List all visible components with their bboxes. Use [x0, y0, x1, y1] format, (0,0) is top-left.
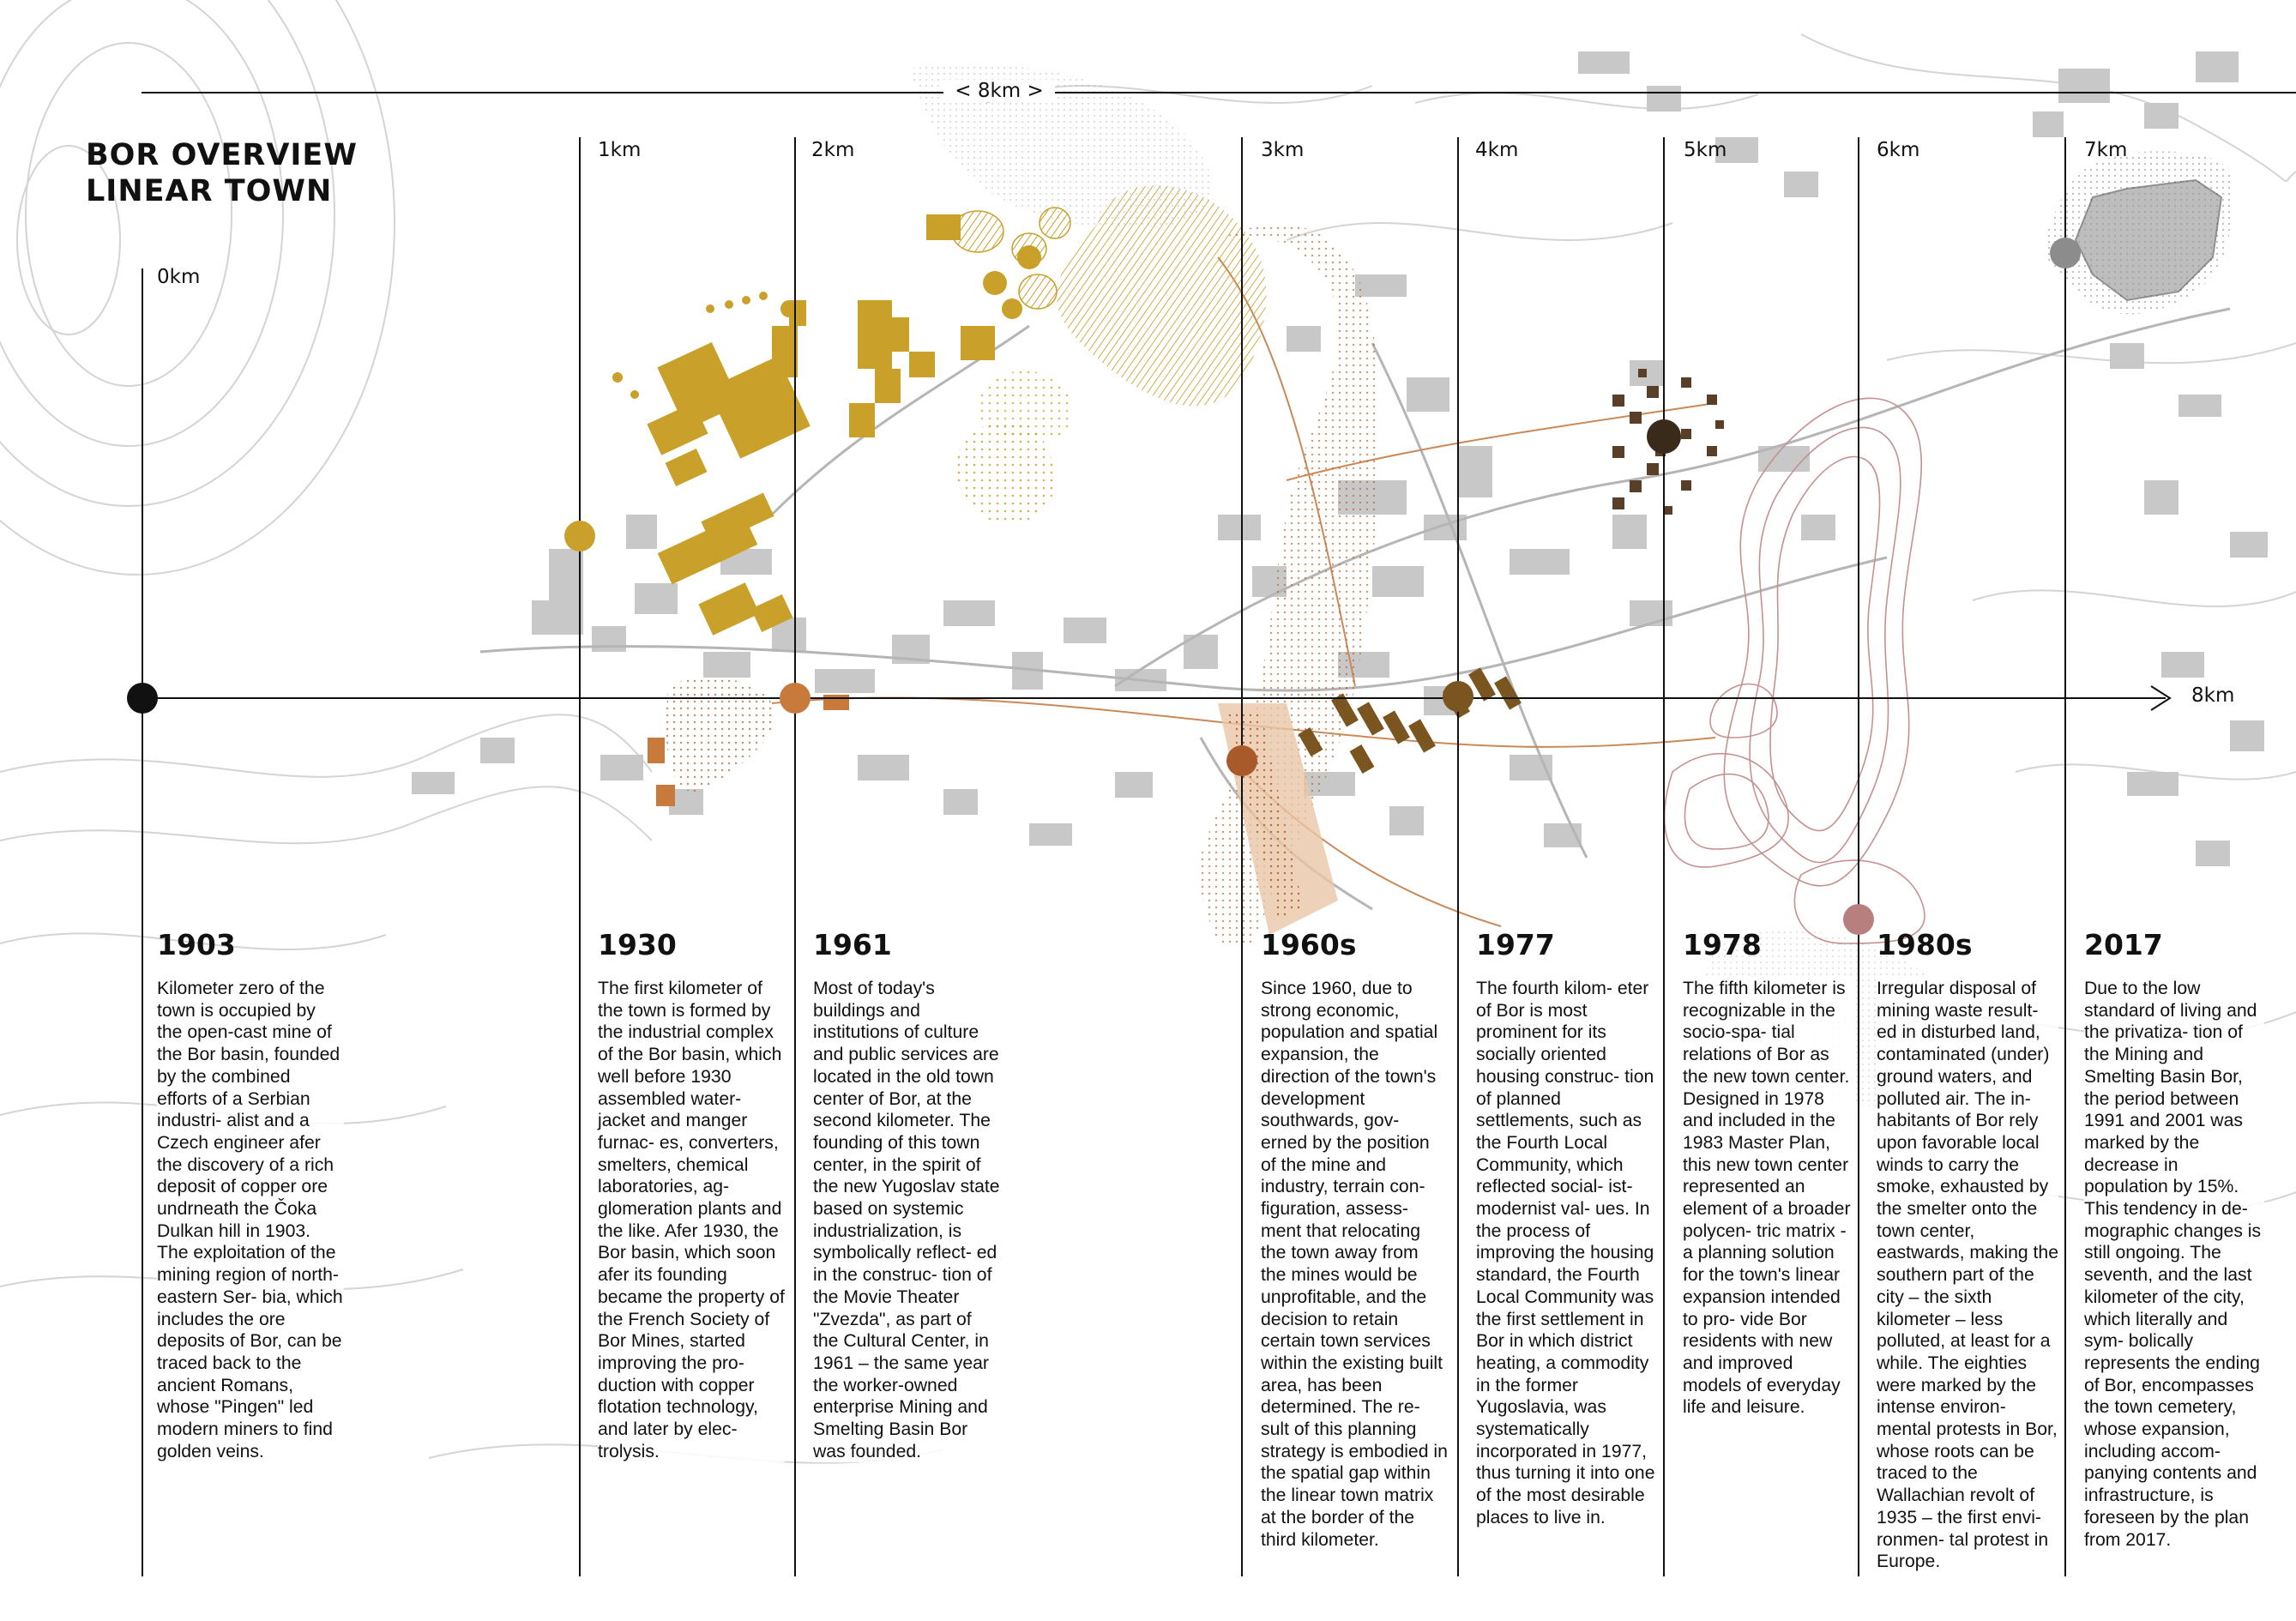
axis-end-label: 8km — [2191, 684, 2235, 707]
dot-1961 — [780, 683, 811, 714]
dot-1903 — [127, 683, 158, 714]
km-label-0: 0km — [157, 266, 201, 288]
km-label-3: 3km — [1261, 139, 1305, 161]
entry-text: Most of today's buildings and institutions of culture and public services are located in the old town center of Bor, at the second kilometer. The founding of this town center, in the spirit of the new Yugoslav state based on systemic industrialization, is symbolically reflect- ed in the construc- tion of the Movie Theater "Zvezda", as part of the Cultural Center, in 1961 – the same year the worker-owned enterprise Mining and Smelting Basin Bor was founded. — [813, 979, 1000, 1461]
km-label-1: 1km — [598, 139, 642, 161]
km-label-7: 7km — [2084, 139, 2128, 161]
dot-1978 — [1647, 419, 1681, 454]
zone-1961 — [648, 678, 849, 806]
entry-1978 — [1683, 928, 1853, 1419]
entry-year: 2017 — [2084, 928, 2163, 961]
entry-text: Due to the low standard of living and the privatiza- tion of the Mining and Smelting Basin Bor, the period between 1991 and 2001 was marked by the decrease in population by 15%. This tendency in de- mographic changes is still ongoing. The seventh, and the last kilometer of the city, which literally and sym- bolically represents the ending of Bor, encompasses the town cemetery, whose expansion, including accom- panying contents and infrastructure, is foreseen by the plan from 2017. — [2084, 978, 2264, 1551]
entry-text: The fourth kilom- eter of Bor is most prominent for its socially oriented housing construc- tion of planned settlements, such as the Fourth Local Community, which reflected social- ist-modernist val- ues. In the process of improving the housing standard, the Fourth Local Community was the first settlement in Bor in which district heating, a commodity in the former Yugoslavia, was systematically incorporated in 1977, thus turning it into one of the most desirable places to live in. — [1476, 978, 1663, 1529]
entry-1961 — [813, 928, 1000, 1462]
entry-1977 — [1476, 928, 1663, 1529]
zone-1980s — [1665, 398, 1925, 943]
entry-1903 — [157, 928, 344, 1462]
dot-2017 — [2050, 238, 2081, 268]
zone-2km-circles — [952, 208, 1070, 309]
dot-1930 — [564, 521, 595, 551]
entry-text: The first kilometer of the town is formed by the industrial complex of the Bor basin, which well before 1930 assembled water-jacket and manger furnac- es, converters, smelters, chemical laboratories, ag- glomeration plants and the like. Afer 1930, the Bor basin, which soon afer its founding became the property of the French Society of Bor Mines, started improving the pro- duction with copper flotation technology, and later by elec- trolysis. — [598, 979, 785, 1461]
entry-text: Since 1960, due to strong economic, population and spatial expansion, the direction of the town's development southwards, gov- erned by the position of the mine and industry, terrain con- figuration, assess- ment that relocating the town away from the mines would be unprofitable, and the decision to retain certain town services within the existing built area, has been determined. The re- sult of this planning strategy is embodied in the spatial gap within the linear town matrix at the border of the third kilometer. — [1261, 979, 1448, 1550]
entry-1930 — [598, 928, 785, 1462]
entry-2017 — [2084, 928, 2264, 1551]
entry-year: 1977 — [1476, 928, 1555, 961]
km-label-5: 5km — [1684, 139, 1727, 161]
entry-year: 1980s — [1877, 928, 1973, 961]
dot-1960s — [1226, 745, 1257, 776]
entry-1980s — [1877, 928, 2058, 1573]
entry-year: 1961 — [813, 928, 892, 961]
entry-year: 1978 — [1683, 928, 1762, 961]
entry-text: The fifth kilometer is recognizable in the socio-spa- tial relations of Bor as the new town center. Designed in 1978 and included in the 1983 Master Plan, this new town center represented an element of a broader polycen- tric matrix - a planning solution for the town's linear expansion intended to pro- vide Bor residents with new and improved models of everyday life and leisure. — [1683, 978, 1853, 1419]
entry-text: Irregular disposal of mining waste result- ed in disturbed land, contaminated (under) ground waters, and polluted air. The in- habitants of Bor rely upon favorable local winds to carry the smoke, exhausted by the smelter onto the town center, eastwards, making the southern part of the city – the sixth kilometer – less polluted, at least for a while. The eighties were marked by the intense environ- mental protests in Bor, whose roots can be traced to the Wallachian revolt of 1935 – the first envi- ronmen- tal protest in Europe. — [1877, 979, 2058, 1572]
title-line-1: BOR OVERVIEW — [86, 138, 358, 172]
entry-year: 1930 — [598, 928, 677, 961]
diagram-title — [86, 137, 358, 209]
entry-1960s — [1261, 928, 1448, 1551]
km-label-2: 2km — [811, 139, 855, 161]
km-label-6: 6km — [1877, 139, 1920, 161]
entry-year: 1960s — [1261, 928, 1357, 961]
entry-text: Kilometer zero of the town is occupied by the open-cast mine of the Bor basin, founded by the combined efforts of a Serbian industri- alist and a Czech engineer afer the discovery of a rich deposit of copper ore undrneath the Čoka Dulkan hill in 1903. The exploitation of the mining region of north-eastern Ser- bia, which includes the ore deposits of Bor, can be traced back to the ancient Romans, whose "Pingen" led modern miners to find golden veins. — [157, 979, 343, 1461]
title-line-2: LINEAR TOWN — [86, 174, 333, 208]
entry-year: 1903 — [157, 928, 236, 961]
km-label-4: 4km — [1475, 139, 1519, 161]
span-label: < 8km > — [943, 80, 1055, 102]
dot-1977 — [1443, 681, 1473, 712]
zone-2017 — [2046, 151, 2233, 314]
